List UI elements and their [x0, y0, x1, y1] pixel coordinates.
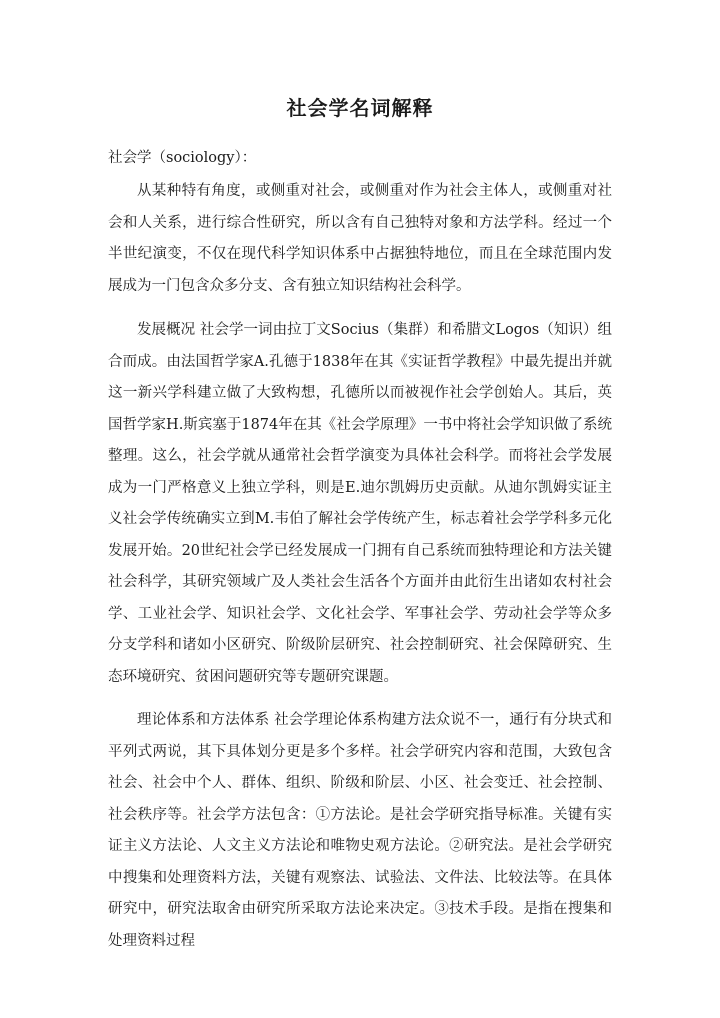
paragraph-development: 发展概况 社会学一词由拉丁文Socius（集群）和希腊文Logos（知识）组合而成。由法国哲学家A.孔德于1838年在其《实证哲学教程》中最先提出并就这一新兴学科建立做了大致构想，孔德所以而被视作社会学创始人。其后，英国哲学家H.斯宾塞于1874年在其《社会学原理》一书中将社会学知识做了系统整理。这么，社会学就从通常社会哲学演变为具体社会科学。而将社会学发展成为一门严格意义上独立学科，则是E.迪尔凯姆历史贡献。从迪尔凯姆实证主义社会学传统确实立到M.韦伯了解社会学传统产生，标志着社会学学科多元化发展开始。20世纪社会学已经发展成一门拥有自己系统而独特理论和方法关键社会科学，其研究领域广及人类社会生活各个方面并由此衍生出诸如农村社会学、工业社会学、知识社会学、文化社会学、军事社会学、劳动社会学等众多分支学科和诸如小区研究、阶级阶层研究、社会控制研究、社会保障研究、生态环境研究、贫困问题研究等专题研究课题。 — [108, 322, 612, 685]
term-heading: 社会学（sociology）： — [108, 150, 257, 166]
paragraph-definition: 从某种特有角度，或侧重对社会，或侧重对作为社会主体人，或侧重对社会和人关系，进行综合性研究，所以含有自己独特对象和方法学科。经过一个半世纪演变，不仅在现代科学知识体系中占据独特地位，而且在全球范围内发展成为一门包含众多分支、含有独立知识结构社会科学。 — [108, 183, 612, 294]
page-title: 社会学名词解释 — [286, 96, 434, 120]
paragraph-theory-method: 理论体系和方法体系 社会学理论体系构建方法众说不一，通行有分块式和平列式两说，其下具体划分更是多个多样。社会学研究内容和范围，大致包含社会、社会中个人、群体、组织、阶级和阶层、小区、社会变迁、社会控制、社会秩序等。社会学方法包含：①方法论。是社会学研究指导标准。关键有实证主义方法论、人文主义方法论和唯物史观方法论。②研究法。是社会学研究中搜集和处理资料方法，关键有观察法、试验法、文件法、比较法等。在具体研究中，研究法取舍由研究所采取方法论来决定。③技术手段。是指在搜集和处理资料过程 — [108, 712, 612, 949]
